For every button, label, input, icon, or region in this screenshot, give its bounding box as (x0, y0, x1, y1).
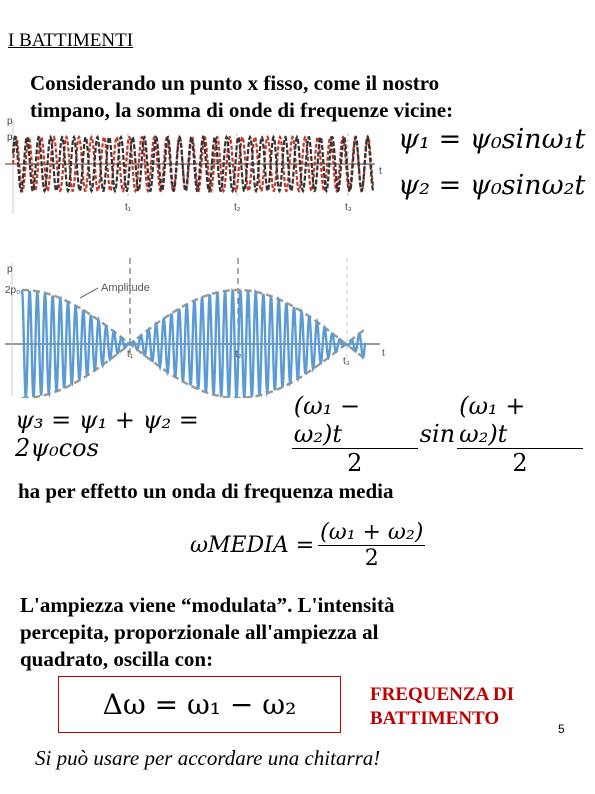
psi3-frac1-num: (ω₁ − ω₂)t (292, 392, 418, 449)
plot2-t1: t₁ (127, 349, 134, 360)
plot1-t2: t₂ (234, 202, 241, 213)
plot1-t3: t₃ (345, 202, 352, 213)
psi3-mid: sin (419, 420, 456, 448)
battimento-line-2: BATTIMENTO (370, 708, 500, 729)
equation-delta-omega-box (58, 676, 341, 733)
omega-media-num: (ω₁ + ω₂) (320, 519, 424, 545)
intro-line-1: Considerando un punto x fisso, come il nostro (30, 71, 440, 95)
plot2-x-label: t (382, 348, 385, 359)
footer-note: Si può usare per accordare una chitarra! (35, 746, 381, 770)
beat-plot (5, 258, 390, 398)
battimento-line-1: FREQUENZA DI (370, 684, 515, 705)
equation-psi3 (15, 391, 585, 477)
plot2-y-label: p (7, 264, 13, 275)
plot1-y-label: p (7, 118, 13, 127)
plot1-x-label: t (379, 166, 382, 177)
page-number: 5 (558, 722, 565, 736)
page-title: I BATTIMENTI (8, 30, 134, 51)
intro-line-2: timpano, la somma di onde di frequenze vicine: (30, 98, 454, 122)
psi3-frac2-den: 2 (512, 448, 528, 477)
psi3-frac1 (292, 392, 418, 477)
psi3-frac2 (457, 392, 583, 477)
psi3-left: ψ₃ = ψ₁ + ψ₂ = 2ψ₀cos (15, 406, 199, 462)
amplitude-label: Amplitude (101, 282, 150, 294)
text-ampiezza-1: L'ampiezza viene “modulata”. L'intensità (20, 593, 395, 617)
plot2-t3: t₃ (343, 356, 350, 367)
psi3-frac1-den: 2 (347, 448, 363, 477)
omega-media-frac (318, 520, 425, 571)
text-media: ha per effetto un onda di frequenza media (18, 479, 394, 503)
plot1-y-tick: p₀ (7, 132, 17, 143)
delta-omega: Δω = ω₁ − ω₂ (102, 688, 297, 721)
plot1-t1: t₁ (125, 202, 132, 213)
text-ampiezza-3: quadrato, oscilla con: (20, 647, 214, 671)
plot2-t2: t₂ (235, 349, 242, 360)
omega-media-den: 2 (364, 545, 379, 571)
omega-media-left: ωMEDIA = (190, 532, 315, 558)
equation-psi1: ψ₁ = ψ₀sinω₁t (398, 124, 586, 155)
two-waves-plot (5, 118, 390, 218)
text-ampiezza-2: percepita, proporzionale all'ampiezza al (20, 620, 379, 644)
plot2-y-tick: 2p₀ (5, 285, 21, 296)
psi3-frac2-num: (ω₁ + ω₂)t (457, 392, 583, 449)
equation-psi2: ψ₂ = ψ₀sinω₂t (398, 170, 586, 201)
equation-omega-media (190, 512, 425, 578)
